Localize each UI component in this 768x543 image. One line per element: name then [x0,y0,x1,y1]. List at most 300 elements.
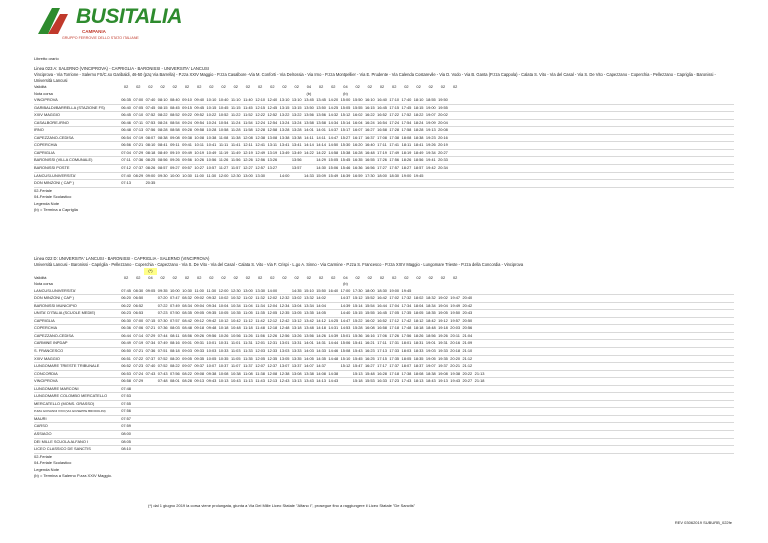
time-cell: 07:52 [145,112,156,118]
time-cell: 15:10 [304,287,314,293]
time-cell: 10:58 [218,127,229,133]
time-cell: 15:50 [352,97,363,103]
time-cell: 13:28 [279,127,290,133]
time-cell: 11:22 [231,112,241,118]
time-cell: 19:38 [450,370,461,376]
time-cell: 08:52 [169,112,180,118]
time-cell: 11:12 [243,317,253,323]
time-cell: 07:45 [121,287,131,293]
time-cell: 09:57 [182,165,192,171]
time-cell: 20:11 [450,332,460,338]
time-cell: 11:05 [231,355,241,361]
time-cell: 07:19 [133,340,144,346]
time-cell: 11:34 [255,302,265,308]
time-cell: 11:04 [243,302,253,308]
time-cell: 10:43 [230,378,241,384]
column-cell: 02 [233,84,238,89]
time-cell: 20:20 [450,355,461,361]
row-times [120,393,132,400]
time-cell: 12:54 [267,119,278,125]
stop-name: VINCIPROVA [34,378,58,384]
column-cell: 02 [136,84,141,89]
time-cell: 17:42 [401,317,412,323]
time-cell: 13:05 [279,355,290,361]
time-cell: 10:54 [218,119,229,125]
time-cell: 15:45 [352,355,363,361]
time-cell: 12:05 [267,310,278,316]
table-row [34,340,734,348]
time-cell: 12:07 [255,363,266,369]
time-cell: 10:41 [206,142,217,148]
time-cell: 11:35 [243,355,253,361]
time-cell: 11:11 [219,142,229,148]
column-cell: 02 [221,274,226,280]
time-cell: 18:42 [425,317,436,323]
time-cell: 14:03 [304,348,314,354]
time-cell: 17:26 [389,332,400,338]
timetable-022d [34,256,734,480]
time-cell: 07:40 [145,363,156,369]
time-cell: 09:54 [194,119,205,125]
time-cell: 12:19 [243,149,253,155]
time-cell [144,303,156,310]
time-cell: 12:22 [255,112,266,118]
time-cell: 13:11 [267,142,278,148]
time-cell: 08:30 [133,287,144,293]
time-cell: 08:22 [157,112,168,118]
time-cell: 17:18 [389,370,400,376]
time-cell: 07:13 [121,180,131,186]
time-cell: 13:38 [304,370,314,376]
stop-name: CAPRIGLIA [34,317,55,323]
time-cell: 19:50 [450,310,461,316]
column-cell: 02 [367,274,372,280]
time-cell: 16:42 [377,295,387,301]
row-times [120,416,132,423]
time-cell: 20:16 [438,134,448,140]
time-cell: 16:10 [364,97,375,103]
time-cell: 18:22 [413,112,424,118]
time-cell: 19:26 [438,332,448,338]
table-row [34,431,734,439]
legend [34,188,734,214]
time-cell: 17:30 [364,172,375,178]
time-cell: 09:31 [194,340,205,346]
time-cell: 12:42 [279,317,290,323]
time-cell: 12:03 [255,348,266,354]
time-cell [327,363,339,370]
time-cell: 18:08 [401,134,412,140]
time-cell [144,310,156,317]
time-cell: 09:01 [182,340,192,346]
time-cell: 06:52 [121,363,131,369]
time-cell: 14:33 [304,172,314,178]
time-cell: 12:33 [267,348,278,354]
time-cell: 08:16 [169,340,180,346]
time-cell: 17:35 [389,355,400,361]
time-cell: 20:27 [462,378,473,384]
stop-rows [34,97,734,188]
stop-name: DON MINZONI ( CAP ) [34,180,74,186]
time-cell: 09:08 [194,370,205,376]
time-cell: 17:52 [401,112,412,118]
time-cell [327,295,339,302]
time-cell: 07:00 [133,317,144,323]
time-cell: 15:05 [340,104,351,110]
table-row [34,165,734,173]
time-cell: 08:01 [169,378,180,384]
time-cell: 13:48 [304,325,314,331]
time-cell: 14:25 [328,317,339,323]
column-cell: 02 [404,274,409,280]
row-times [120,333,473,340]
time-cell: 13:10 [279,97,290,103]
time-cell: 10:56 [206,157,217,163]
time-cell: 09:41 [182,142,192,148]
column-cell [449,91,461,98]
column-cell: (b) [306,90,312,96]
time-cell: 17:15 [377,355,387,361]
time-cell: 08:57 [157,165,168,171]
stop-name: LUNGOMARE MARCONI [34,385,79,391]
table-row [34,97,734,105]
time-cell: 14:48 [328,355,339,361]
table-row [34,386,734,394]
time-cell: 11:30 [206,287,217,293]
time-cell: 20:43 [462,310,473,316]
time-cell: 10:31 [218,340,229,346]
time-cell: 18:13 [413,378,424,384]
time-cell: 16:27 [364,363,375,369]
time-cell: 15:52 [364,295,375,301]
time-cell: 07:53 [145,119,156,125]
time-cell: 17:58 [401,127,412,133]
time-cell: 12:56 [279,332,290,338]
time-cell: 10:08 [218,370,229,376]
time-cell: 15:53 [364,378,375,384]
stop-name: CONCORDIA [34,370,58,376]
stop-name: BARONISSI MUNICIPIO [34,302,77,308]
time-cell: 17:11 [377,142,387,148]
time-cell: 11:56 [231,157,241,163]
row-times [120,325,473,332]
time-cell: 13:34 [304,302,314,308]
time-cell: 19:13 [425,127,436,133]
time-cell: 13:18 [291,325,302,331]
time-cell: 10:11 [194,142,204,148]
time-cell: 09:56 [206,332,217,338]
time-cell: 14:07 [304,363,314,369]
time-cell: 19:43 [450,378,461,384]
column-cell: (b) [343,281,348,287]
time-cell: 09:56 [182,157,192,163]
time-cell: 15:01 [340,332,351,338]
time-cell: 10:30 [182,172,192,178]
time-cell: 17:28 [389,127,400,133]
time-cell: 07:57 [121,415,131,421]
time-cell: 14:13 [316,378,326,384]
column-cell: 02 [197,274,202,280]
time-cell: 12:56 [255,157,266,163]
time-cell: 15:00 [340,97,351,103]
column-cell: 02 [367,84,372,89]
time-cell: 18:26 [401,157,412,163]
time-cell: 08:24 [157,119,168,125]
time-cell: 17:12 [389,317,400,323]
time-cell: 13:30 [255,172,266,178]
column-cell: 02 [123,274,129,280]
time-cell: 10:49 [206,149,217,155]
column-cell [413,281,425,288]
time-cell: 19:35 [438,355,448,361]
time-cell: 11:56 [255,332,265,338]
column-cell: 02 [294,274,299,280]
column-cell: 02 [136,274,141,280]
time-cell: 17:06 [377,332,387,338]
column-cell: 02 [331,274,336,280]
time-cell: 14:25 [328,104,339,110]
time-cell: 14:05 [316,310,326,316]
time-cell: 13:24 [291,119,302,125]
stop-name: CAPEZZANO-CEDISA [34,332,74,338]
time-cell: 14:00 [279,172,290,178]
time-cell: 13:42 [304,317,314,323]
time-cell: 09:49 [182,149,192,155]
stop-name: MAURI [34,415,47,421]
time-cell [303,165,315,172]
time-cell: 10:28 [206,127,217,133]
time-cell: 14:32 [328,112,339,118]
time-cell: 19:45 [413,172,424,178]
time-cell: 12:41 [255,142,266,148]
time-cell: 19:50 [438,97,448,103]
document-header: Libretto orario [34,56,59,61]
time-cell: 12:08 [267,370,278,376]
time-cell: 18:07 [401,363,412,369]
time-cell: 19:45 [401,287,412,293]
time-cell: 11:26 [218,157,229,163]
column-cell: 04 [343,84,348,89]
time-cell: 13:27 [267,165,278,171]
time-cell: 07:50 [169,310,180,316]
time-cell: 13:49 [279,149,290,155]
time-cell: 10:48 [230,325,241,331]
time-cell: 13:28 [291,127,302,133]
time-cell: 16:15 [364,104,375,110]
column-cell: 02 [270,84,275,89]
time-cell: 16:21 [364,340,375,346]
time-cell: 07:06 [133,325,144,331]
time-cell: 08:18 [169,348,180,354]
table-row [34,401,734,409]
time-cell: 07:52 [157,355,168,361]
time-cell: 09:08 [169,134,180,140]
stop-name: CARMINE INPDAP [34,340,68,346]
time-cell: 11:08 [243,370,253,376]
stop-name: CASALBORE-IRNO [34,119,69,125]
column-cell: 02 [233,274,238,280]
time-cell: 07:56 [169,370,180,376]
time-cell: 17:30 [352,287,363,293]
time-cell: 14:37 [340,295,351,301]
time-cell: 09:40 [194,97,205,103]
time-cell: 14:53 [340,325,351,331]
time-cell: 12:13 [267,378,278,384]
time-cell: 07:51 [157,348,168,354]
time-cell: 17:10 [389,97,400,103]
time-cell: 06:54 [121,134,131,140]
time-cell: 10:38 [230,370,241,376]
table-row [34,173,734,181]
time-cell: 06:36 [121,325,131,331]
time-cell: 21:09 [462,340,473,346]
time-cell: 13:08 [267,134,278,140]
time-cell: 20:56 [462,325,473,331]
time-cell: 08:56 [157,157,168,163]
stop-name: IRNO [34,127,44,133]
time-cell: 15:18 [352,378,363,384]
time-cell: 11:58 [243,127,253,133]
time-cell: 18:30 [377,287,387,293]
time-cell: 14:11 [316,134,326,140]
time-cell: 17:40 [401,97,412,103]
time-cell: 20:42 [462,302,473,308]
time-cell: 09:12 [194,317,205,323]
column-cell: 02 [452,84,458,89]
table-row [34,408,734,416]
column-cell: 02 [392,84,397,89]
column-cell: 02 [184,84,190,89]
time-cell: 10:01 [206,340,217,346]
time-cell: 13:24 [279,119,290,125]
column-cell: 02 [245,274,251,280]
time-cell: 07:22 [157,302,168,308]
time-cell: 16:23 [364,348,375,354]
time-cell: 15:10 [340,355,351,361]
time-cell: 18:33 [413,348,424,354]
time-cell: 13:56 [291,157,302,163]
time-cell: 13:57 [291,165,302,171]
time-cell: 17:00 [340,287,351,293]
time-cell: 14:58 [328,149,339,155]
time-cell: 07:43 [157,370,168,376]
time-cell: 18:03 [401,348,412,354]
legend-line: 02-Feriale [34,187,53,193]
time-cell: 07:21 [133,348,144,354]
column-cell: 02 [294,84,299,89]
row-times [120,446,132,453]
time-cell: 12:58 [267,127,278,133]
time-cell: 17:13 [377,348,387,354]
table-row [34,356,734,364]
time-cell: 11:41 [231,142,241,148]
time-cell: 15:36 [352,332,363,338]
time-cell: 14:05 [304,355,314,361]
time-cell: 18:05 [413,310,424,316]
time-cell: 11:01 [231,340,241,346]
time-cell: 13:07 [279,363,290,369]
time-cell: 07:55 [121,400,131,406]
row-times [120,340,473,347]
time-cell: 07:14 [133,332,144,338]
time-cell: 20:33 [438,157,448,163]
time-cell: 08:28 [157,127,168,133]
time-cell: 13:03 [279,348,290,354]
time-cell: 19:05 [438,310,448,316]
column-cell: 02 [306,274,312,280]
time-cell: 18:04 [413,302,424,308]
time-cell: 13:41 [291,142,302,148]
time-cell: 15:50 [316,287,326,293]
time-cell: 20:50 [462,317,473,323]
legend-line: 04-Feriale Scolastico [34,194,72,200]
time-cell: 17:41 [389,142,400,148]
time-cell: 17:17 [377,363,387,369]
time-cell: 11:38 [255,370,265,376]
column-cell: 02 [331,84,336,89]
time-cell: 11:38 [231,134,241,140]
time-cell: 14:31 [328,325,339,331]
time-cell: 19:41 [425,157,436,163]
row-times [120,310,473,317]
time-cell: 08:40 [169,97,180,103]
time-cell: 20:40 [462,295,473,301]
column-cell: 02 [404,84,409,89]
stop-name: VINCIPROVA [34,97,58,103]
time-cell: 09:02 [194,295,205,301]
time-cell: 21:18 [474,378,485,384]
time-cell: 20:21 [450,363,461,369]
time-cell: 12:24 [255,119,266,125]
time-cell: 19:34 [425,149,436,155]
time-cell: 15:46 [340,165,351,171]
time-cell: 10:37 [218,363,229,369]
time-cell: 14:29 [316,157,326,163]
stop-rows [34,288,734,454]
time-cell: 09:04 [194,302,205,308]
legend-line: 04-Feriale Scolastico [34,460,72,466]
time-cell: 14:08 [316,370,326,376]
time-cell: 16:07 [352,127,363,133]
time-cell: 08:22 [169,363,180,369]
time-cell: 12:52 [267,112,278,118]
line-title: Linea 023 A: SALERNO (VINCIPROVA) - CAPRIGLIA - BARONISSI - UNIVERSITA' LANCUSI [34,66,209,71]
time-cell: 09:03 [182,348,192,354]
line-title: Linea 022 D: UNIVERSITA' LANCUSI - BARONISSI - CAPRIGLIA - SALERNO (VINCIPROVA) [34,256,210,261]
time-cell: 09:00 [145,172,156,178]
time-cell: 12:26 [243,157,253,163]
time-cell: 17:02 [389,295,400,301]
time-cell: 19:04 [438,302,448,308]
time-cell: 08:45 [169,104,180,110]
time-cell: 12:49 [255,149,266,155]
time-cell: 17:38 [401,370,412,376]
time-cell: 20:02 [438,112,448,118]
column-cell: 02 [355,84,360,89]
time-cell: 10:05 [218,310,229,316]
time-cell [291,173,303,180]
time-cell: 07:00 [133,97,144,103]
star-marker: (*) [144,268,156,275]
time-cell: 11:28 [231,127,241,133]
time-cell: 11:13 [243,378,253,384]
column-cell: 02 [428,84,433,89]
time-cell: 06:58 [121,378,131,384]
time-cell: 14:39 [328,332,339,338]
time-cell: 08:49 [157,149,168,155]
column-cell: 02 [123,84,129,89]
time-cell: 21:04 [462,332,473,338]
